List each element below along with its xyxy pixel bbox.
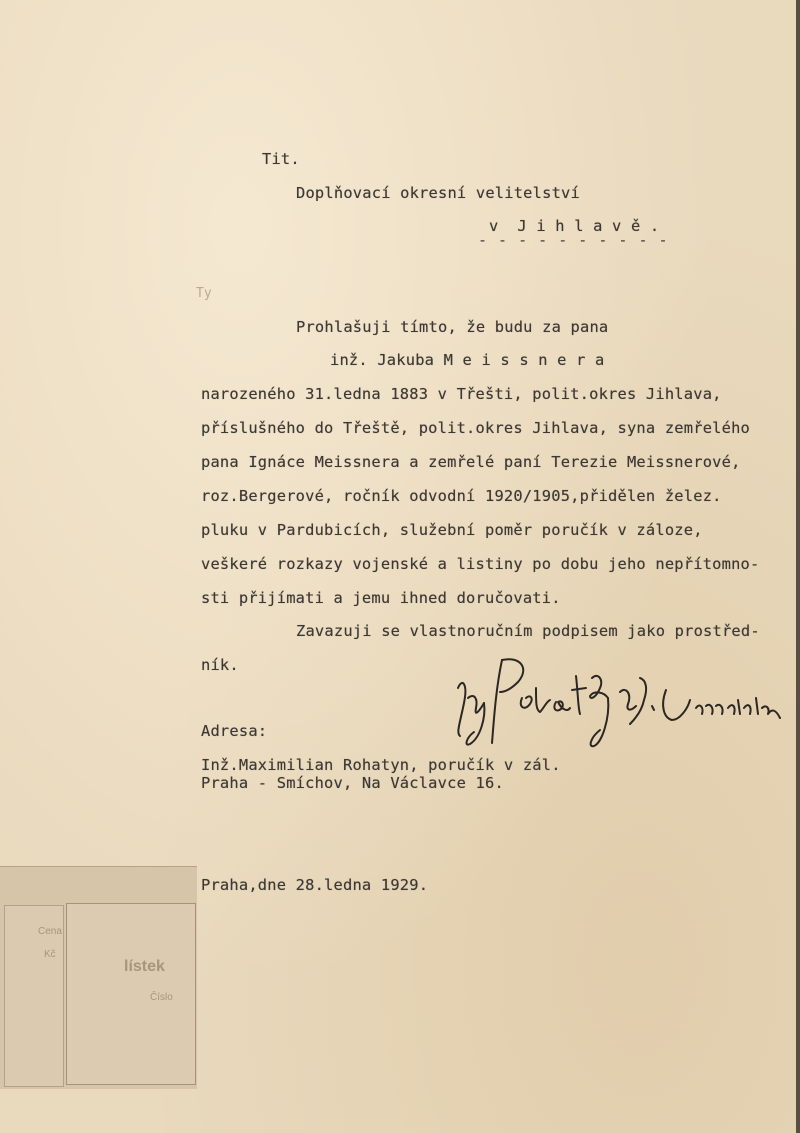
handwritten-signature [440, 648, 790, 758]
stamp-label-cena: Cena [38, 926, 62, 937]
recipient-location: v J i h l a v ě . [489, 217, 660, 235]
salutation: Tit. [262, 150, 300, 168]
body-line: Zavazuji se vlastnoručním podpisem jako prostřed- [296, 622, 760, 640]
address-line: Praha - Smíchov, Na Václavce 16. [201, 774, 504, 792]
body-line: pluku v Pardubicích, služební poměr poručík v záloze, [201, 521, 703, 539]
body-line: sti přijímati a jemu ihned doručovati. [201, 589, 561, 607]
stamp-label-kc: Kč [44, 949, 56, 960]
body-line: veškeré rozkazy vojenské a listiny po dobu jeho nepřítomno- [201, 555, 760, 573]
body-line: roz.Bergerové, ročník odvodní 1920/1905,přidělen želez. [201, 487, 722, 505]
stamp-label-cislo: Číslo [150, 992, 173, 1003]
body-line: narozeného 31.ledna 1883 v Třešti, polit.okres Jihlava, [201, 385, 722, 403]
address-label: Adresa: [201, 722, 268, 740]
paper-right-edge [796, 0, 800, 1133]
body-line: pana Ignáce Meissnera a zemřelé paní Terezie Meissnerové, [201, 453, 741, 471]
stamp-field [66, 903, 196, 1085]
location-underline: - - - - - - - - - - [478, 231, 669, 249]
stamp-label-listek: lístek [124, 958, 165, 975]
body-line: Prohlašuji tímto, že budu za pana [296, 318, 609, 336]
body-line: příslušného do Třeště, polit.okres Jihlava, syna zemřelého [201, 419, 751, 437]
recipient: Doplňovací okresní velitelství [296, 184, 580, 202]
body-line: ník. [201, 656, 239, 674]
body-line: inž. Jakuba M e i s s n e r a [330, 351, 605, 369]
date-line: Praha,dne 28.ledna 1929. [201, 876, 429, 894]
faint-typed-mark: Ty [196, 286, 212, 301]
address-line: Inž.Maximilian Rohatyn, poručík v zál. [201, 756, 561, 774]
